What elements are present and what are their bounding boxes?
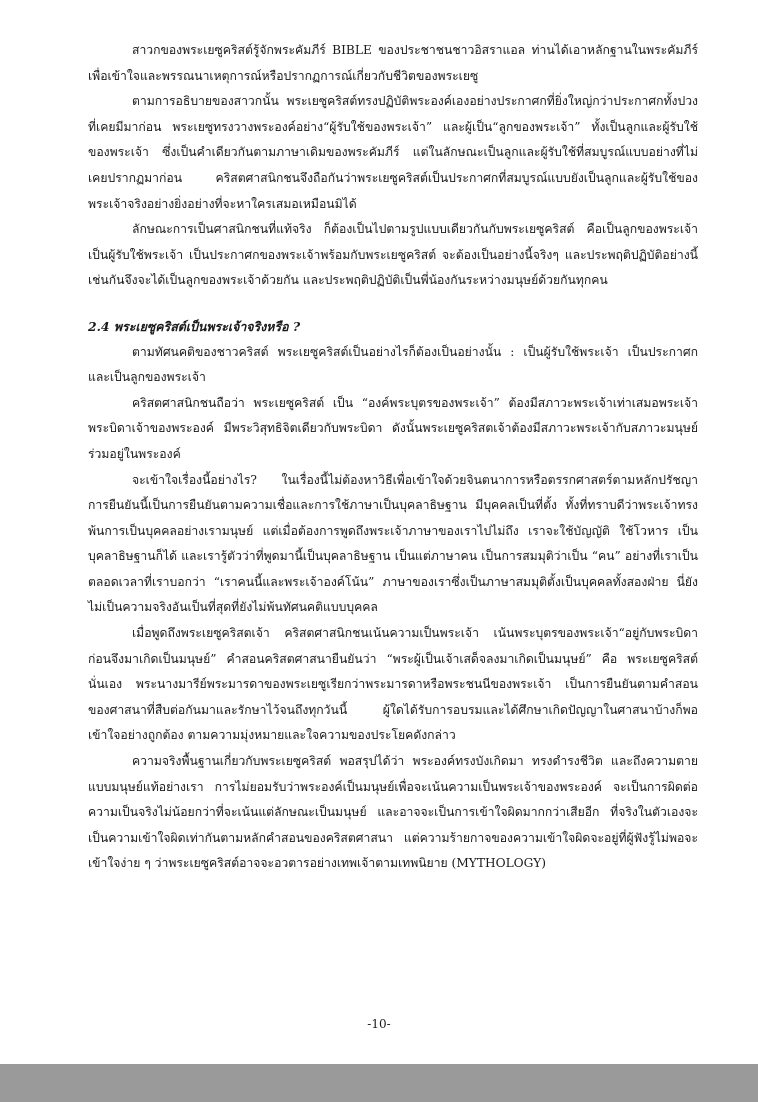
paragraph-prophet-explanation: ตามการอธิบายของสาวกนั้น พระเยซูคริสต์ทรงปฏิบัติพระองค์เองอย่างประกาศกที่ยิ่งใหญ่กว่าประกาศกทั้งปวงที่เคยมีมาก่อน พระเยซูทรงวางพระองค์อย่าง“ผู้รับใช้ของพระเจ้า” และผู้เป็น“ลูกของพระเจ้า” ทั้งเป็นลูกและผู้รับใช้ของพระเจ้า ซึ่งเป็นคำเดียวกันตามภาษาเดิมของพระคัมภีร์ แต่ในลักษณะเป็นลูกและผู้รับใช้ที่สมบูรณ์แบบอย่างที่ไม่เคยปรากฏมาก่อน คริสตศาสนิกชนจึงถือกันว่าพระเยซูคริสต์เป็นประกาศกที่สมบูรณ์แบบยังเป็นลูกและผู้รับใช้ของพระเจ้าจริงอย่างยิ่งอย่างที่จะหาใครเสมอเหมือนมิได้ xyxy=(88,94,698,211)
document-body xyxy=(88,38,698,877)
paragraph-son-of-god: คริสตศาสนิกชนถือว่า พระเยซูคริสต์ เป็น “องค์พระบุตรของพระเจ้า” ต้องมีสภาวะพระเจ้าเท่าเสมอพระเจ้าพระบิดาเจ้าของพระองค์ มีพระวิสุทธิจิตเดียวกับพระบิดา ดังนั้นพระเยซูคริสตเจ้าต้องมีสภาวะพระเจ้ากับสภาวะมนุษย์ร่วมอยู่ในพระองค์ xyxy=(88,395,698,461)
scan-bottom-margin xyxy=(0,1064,758,1102)
paragraph-disciples-bible: สาวกของพระเยซูคริสต์รู้จักพระคัมภีร์ BIBLE ของประชาชนชาวอิสราแอล ท่านได้เอาหลักฐานในพระคัมภีร์เพื่อเข้าใจและพรรณนาเหตุการณ์หรือปรากฏการณ์เกี่ยวกับชีวิตของพระเยซู xyxy=(88,43,698,83)
section-heading: 2.4 พระเยซูคริสต์เป็นพระเจ้าจริงหรือ ? xyxy=(88,318,301,334)
paragraph-personification: จะเข้าใจเรื่องนี้อย่างไร? ในเรื่องนี้ไม่ต้องหาวิธีเพื่อเข้าใจด้วยจินตนาการหรือตรรกศาสตร์ตามหลักปรัชญาการยืนยันนี้เป็นการยืนยันตามความเชื่อและการใช้ภาษาเป็นบุคลาธิษฐาน มีบุคคลเป็นที่ตั้ง ทั้งที่ทราบดีว่าพระเจ้าทรงพ้นการเป็นบุคคลอย่างเรามนุษย์ แต่เมื่อต้องการพูดถึงพระเจ้าภาษาของเราไปไม่ถึง เราจะใช้บัญญัติ ใช้โวหาร เป็นบุคลาธิษฐานก็ได้ และเรารู้ตัวว่าที่พูดมานี้เป็นบุคลาธิษฐาน เป็นแต่ภาษาคน เป็นการสมมุติว่าเป็น “คน” อย่างที่เราเป็น ตลอดเวลาที่เราบอกว่า “เราคนนี้และพระเจ้าองค์โน้น” ภาษาของเราซึ่งเป็นภาษาสมมุติตั้งเป็นบุคคลทั้งสองฝ่าย นี่ยังไม่เป็นความจริงอันเป็นที่สุดที่ยังไม่พ้นทัศนคติแบบบุคคล xyxy=(88,472,698,615)
paragraph-human-nature: ความจริงพื้นฐานเกี่ยวกับพระเยซูคริสต์ พอสรุปได้ว่า พระองค์ทรงบังเกิดมา ทรงดำรงชีวิต และถึงความตายแบบมนุษย์แท้อย่างเรา การไม่ยอมรับว่าพระองค์เป็นมนุษย์เพื่อจะเน้นความเป็นพระเจ้าของพระองค์ จะเป็นการผิดต่อความเป็นจริงไม่น้อยกว่าที่จะเน้นแต่ลักษณะเป็นมนุษย์ และอาจจะเป็นการเข้าใจผิดมากกว่าเสียอีก ที่จริงในตัวเองจะเป็นความเข้าใจผิดเท่ากันตามหลักคำสอนของคริสตศาสนา แต่ความร้ายกาจของความเข้าใจผิดจะอยู่ที่ผู้ฟังรู้ไม่พอจะเข้าใจง่าย ๆ ว่าพระเยซูคริสต์อาจจะอวตารอย่างเทพเจ้าตามเทพนิยาย (MYTHOLOGY) xyxy=(88,754,698,871)
paragraph-true-believer: ลักษณะการเป็นศาสนิกชนที่แท้จริง ก็ต้องเป็นไปตามรูปแบบเดียวกันกับพระเยซูคริสต์ คือเป็นลูกของพระเจ้า เป็นผู้รับใช้พระเจ้า เป็นประกาศกของพระเจ้าพร้อมกับพระเยซูคริสต์ จะต้องเป็นอย่างนี้จริงๆ และประพฤติปฏิบัติอย่างนี้เช่นกันจึงจะได้เป็นลูกของพระเจ้าด้วยกัน และประพฤติปฏิบัติเป็นพี่น้องกันระหว่างมนุษย์ด้วยกันทุกคน xyxy=(88,222,698,288)
paragraph-christian-view: ตามทัศนคติของชาวคริสต์ พระเยซูคริสต์เป็นอย่างไรก็ต้องเป็นอย่างนั้น : เป็นผู้รับใช้พระเจ้า เป็นประกาศก และเป็นลูกของพระเจ้า xyxy=(88,344,698,385)
paragraph-incarnation: เมื่อพูดถึงพระเยซูคริสตเจ้า คริสตศาสนิกชนเน้นความเป็นพระเจ้า เน้นพระบุตรของพระเจ้า“อยู่กับพระบิดาก่อนจึงมาเกิดเป็นมนุษย์” คำสอนคริสตศาสนายืนยันว่า “พระผู้เป็นเจ้าเสด็จลงมาเกิดเป็นมนุษย์” คือ พระเยซูคริสต์นั่นเอง พระนางมารีย์พระมารดาของพระเยซูเรียกว่าพระมารดาหรือพระชนนีของพระเจ้า เป็นการยืนยันตามคำสอนของศาสนาที่สืบต่อกันมาและรักษาไว้จนถึงทุกวันนี้ ผู้ใดได้รับการอบรมและได้ศึกษาเกิดปัญญาในศาสนาบ้างก็พอเข้าใจอย่างถูกต้อง ตามความมุ่งหมายและใจความของประโยคดังกล่าว xyxy=(88,626,698,743)
page-number: -10- xyxy=(367,1017,391,1031)
